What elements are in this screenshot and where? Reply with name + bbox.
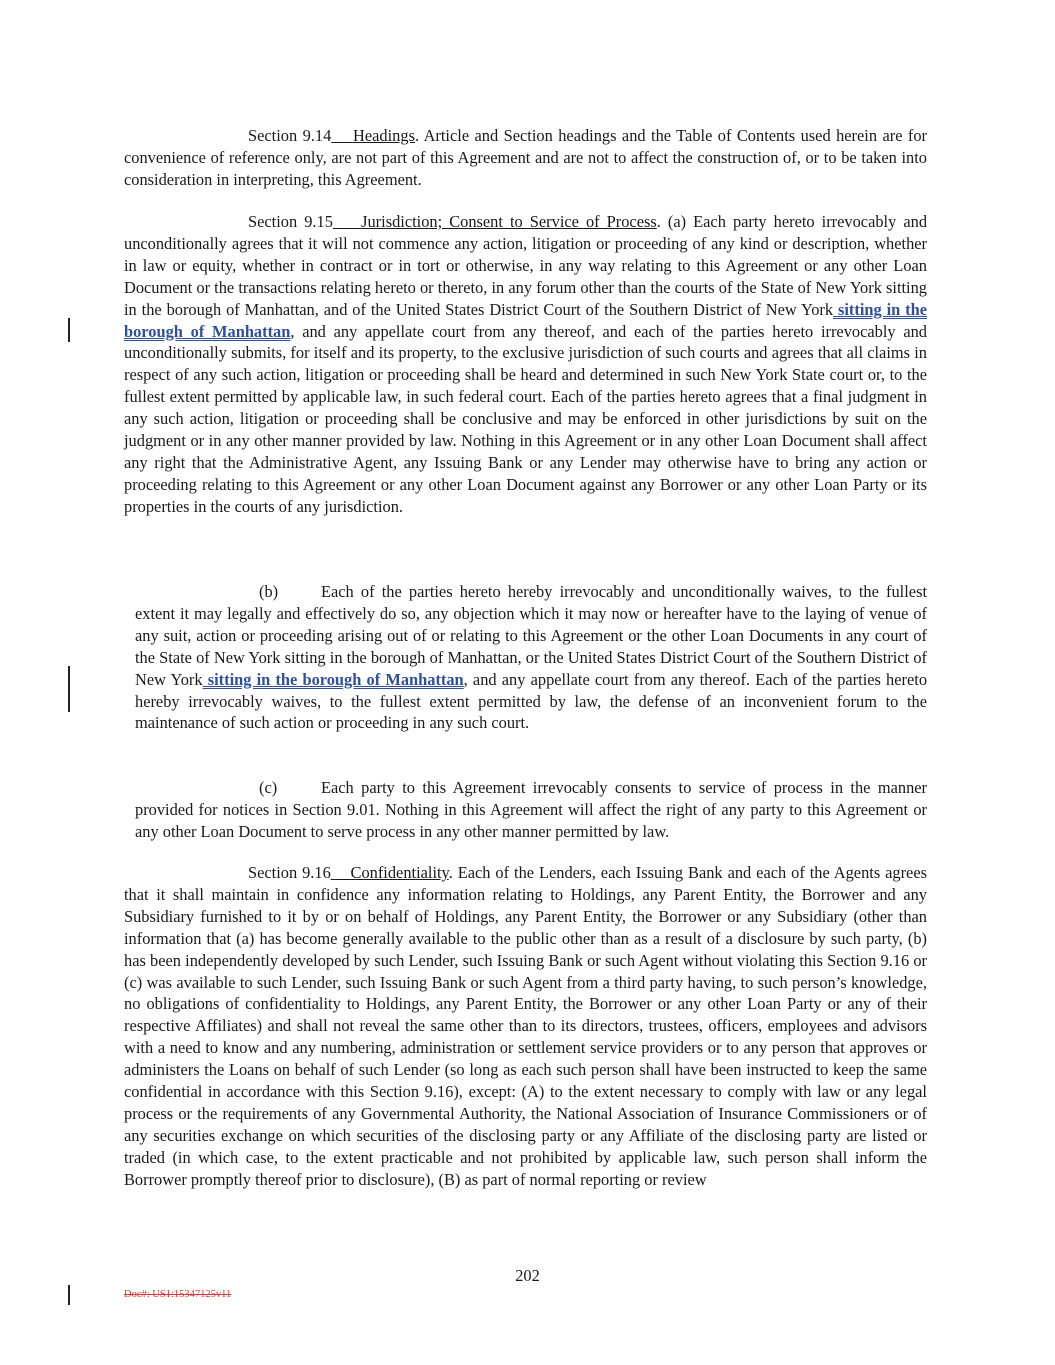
section-body-continued: , and any appellate court from any thereof, and each of the parties hereto irrevocably and unconditionally submits, for itself and its property, to the exclusive jurisdiction of such courts and agrees that all claims in respect of any such action, litigation or proceeding shall be heard and determined in such New York State court or, to the fullest extent permitted by applicable law, in such federal court. Each of the parties hereto agrees that a final judgment in any such action, litigation or proceeding shall be conclusive and may be enforced in other jurisdictions by suit on the judgment or in any other manner provided by law. Nothing in this Agreement or in any other Loan Document shall affect any right that the Administrative Agent, any Issuing Bank or any Lender may otherwise have to bring any action or proceeding relating to this Agreement or any other Loan Document against any Borrower or any other Loan Party or its properties in the courts of any jurisdiction. — [124, 321, 927, 516]
tracked-insertion: sitting in the borough of Manhattan — [202, 669, 464, 689]
section-9-14-paragraph — [124, 125, 927, 191]
section-9-16-paragraph — [124, 862, 927, 1191]
section-heading: Headings — [353, 126, 415, 145]
section-body: . (a) Each party hereto irrevocably and unconditionally agrees that it will not commence any action, litigation or proceeding of any kind or description, whether in law or equity, whether in contract or in tort or otherwise, in any way relating to this Agreement or any other Loan Document or the transactions relating hereto or thereto, in any forum other than the courts of the State of New York sitting in the borough of Manhattan, and of the United States District Court of the Southern District of New York — [124, 212, 928, 319]
section-number: Section 9.16 — [248, 863, 331, 882]
change-bar — [68, 666, 70, 712]
section-heading: Confidentiality — [350, 863, 449, 882]
tracked-insertion: sitting in the borough of Manhattan — [124, 299, 928, 341]
section-9-15-paragraph-c — [135, 777, 927, 843]
section-body: . Each of the Lenders, each Issuing Bank and each of the Agents agrees that it shall maintain in confidence any information relating to Holdings, any Parent Entity, the Borrower and any Subsidiary furnished to it by or on behalf of Holdings, any Parent Entity, the Borrower or any Subsidiary (other than information that (a) has become generally available to the public other than as a result of a disclosure by such party, (b) has been independently developed by such Lender, such Issuing Bank or such Agent without violating this Section 9.16 or (c) was available to such Lender, such Issuing Bank or such Agent from a third party having, to such person’s knowledge, no obligations of confidentiality to Holdings, any Parent Entity, the Borrower or any other Loan Party or any of their respective Affiliates) and shall not reveal the same other than to its directors, trustees, officers, employees and advisors with a need to know and any numbering, administration or settlement service providers or to any person that approves or administers the Loans on behalf of such Lender (so long as each such person shall have been instructed to keep the same confidential in accordance with this Section 9.16), except: (A) to the extent necessary to comply with law or any legal process or the requirements of any Governmental Authority, the National Association of Insurance Commissioners or of any securities exchange on which securities of the disclosing party or any Affiliate of the disclosing party are listed or traded (in which case, to the extent practicable and not prohibited by applicable law, such person shall inform the Borrower promptly thereof prior to disclosure), (B) as part of normal reporting or review — [124, 863, 927, 1189]
section-number: Section 9.14 — [248, 126, 332, 145]
page-number: 202 — [515, 1266, 540, 1285]
document-id: Doc#: US1:15347125v11 — [124, 1289, 232, 1300]
section-9-15-paragraph-b — [135, 581, 927, 734]
section-body: . Article and Section headings and the Table of Contents used herein are for convenience of reference only, are not part of this Agreement and are not to affect the construction of, or to be taken into consideration in interpreting, this Agreement. — [124, 126, 928, 189]
clause-body-continued: , and any appellate court from any thereof. Each of the parties hereto hereby irrevocably waives, to the fullest extent permitted by law, the defense of an inconvenient forum to the maintenance of such action or proceeding in any such court. — [135, 669, 928, 733]
section-9-15-paragraph-a — [124, 211, 927, 518]
clause-body: Each party to this Agreement irrevocably consents to service of process in the manner provided for notices in Section 9.01. Nothing in this Agreement will affect the right of any party to this Agreement or any other Loan Document to serve process in any other manner permitted by law. — [135, 778, 927, 841]
clause-body: Each of the parties hereto hereby irrevocably and unconditionally waives, to the fullest extent it may legally and effectively do so, any objection which it may now or hereafter have to the laying of venue of any suit, action or proceeding arising out of or relating to this Agreement or the other Loan Documents in any court of the State of New York sitting in the borough of Manhattan, or the United States District Court of the Southern District of New York — [135, 582, 927, 689]
change-bar — [68, 318, 70, 342]
clause-label: (c) — [259, 778, 278, 797]
section-heading: Jurisdiction; Consent to Service of Process — [361, 212, 657, 231]
clause-label: (b) — [259, 582, 279, 601]
section-number: Section 9.15 — [248, 212, 333, 231]
change-bar — [68, 1285, 70, 1305]
